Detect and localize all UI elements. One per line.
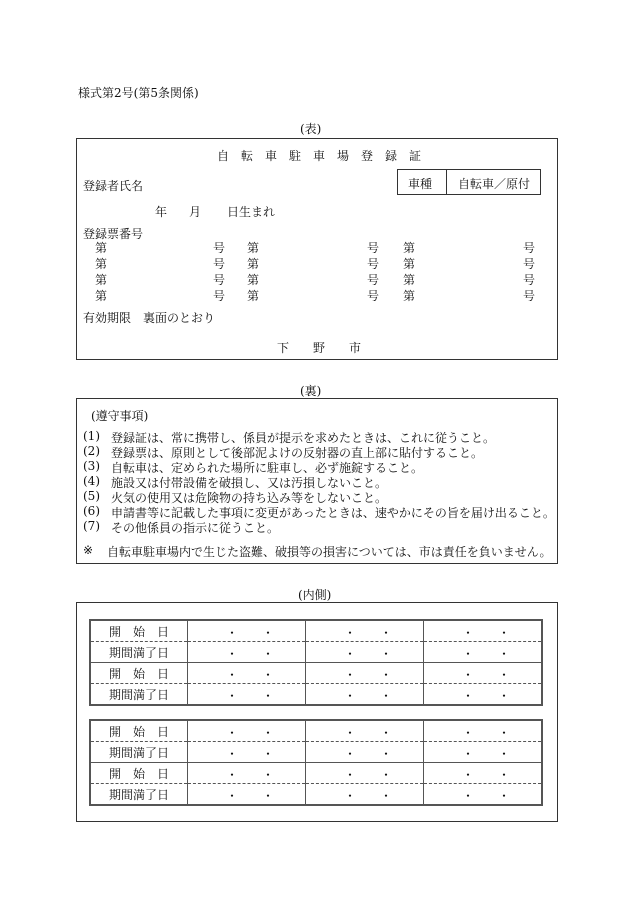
rule-text: その他係員の指示に従うこと。 <box>111 521 280 535</box>
date-cell[interactable] <box>424 620 543 642</box>
inside-card <box>76 602 558 822</box>
start-date-label: 開 始 日 <box>90 763 188 784</box>
date-separator: ・ <box>262 668 275 682</box>
vehicle-type-label: 車種 <box>408 177 433 191</box>
date-cell[interactable] <box>424 763 543 784</box>
date-table-1 <box>89 619 543 706</box>
date-cell[interactable] <box>188 720 306 742</box>
number-prefix: 第 <box>403 289 416 303</box>
vehicle-type-value: 自転車／原付 <box>458 177 531 191</box>
date-cell[interactable] <box>306 742 424 763</box>
date-row <box>90 642 542 663</box>
number-suffix: 号 <box>213 241 226 255</box>
number-suffix: 号 <box>367 289 380 303</box>
date-separator: ・ <box>380 668 393 682</box>
date-cell[interactable] <box>306 763 424 784</box>
date-cell[interactable] <box>306 663 424 684</box>
rules-heading: (遵守事項) <box>91 409 149 423</box>
number-suffix: 号 <box>523 241 536 255</box>
date-cell[interactable] <box>188 742 306 763</box>
date-separator: ・ <box>498 768 511 782</box>
rule-text: 自転車は、定められた場所に駐車し、必ず施錠すること。 <box>111 461 424 475</box>
date-cell[interactable] <box>424 720 543 742</box>
rule-text: 火気の使用又は危険物の持ち込み等をしないこと。 <box>111 491 388 505</box>
date-separator: ・ <box>498 626 511 640</box>
date-separator: ・ <box>262 747 275 761</box>
date-cell[interactable] <box>188 663 306 684</box>
number-prefix: 第 <box>95 241 108 255</box>
date-separator: ・ <box>344 668 357 682</box>
date-cell[interactable] <box>188 684 306 706</box>
date-cell[interactable] <box>188 642 306 663</box>
date-separator: ・ <box>380 689 393 703</box>
date-separator: ・ <box>262 789 275 803</box>
date-row <box>90 720 542 742</box>
date-row <box>90 620 542 642</box>
date-cell[interactable] <box>188 784 306 806</box>
start-date-label: 開 始 日 <box>90 720 188 742</box>
number-prefix: 第 <box>247 273 260 287</box>
start-date-label: 開 始 日 <box>90 620 188 642</box>
number-suffix: 号 <box>367 273 380 287</box>
date-separator: ・ <box>226 789 239 803</box>
date-separator: ・ <box>344 689 357 703</box>
front-section-label: (表) <box>300 122 322 136</box>
date-cell[interactable] <box>306 684 424 706</box>
date-cell[interactable] <box>424 784 543 806</box>
rule-number: (6) <box>83 504 100 518</box>
date-separator: ・ <box>226 689 239 703</box>
registrant-name-label: 登録者氏名 <box>83 179 144 193</box>
number-suffix: 号 <box>213 257 226 271</box>
rule-text: 登録証は、常に携帯し、係員が提示を求めたときは、これに従うこと。 <box>111 431 496 445</box>
validity-text: 有効期限 裏面のとおり <box>83 311 216 325</box>
date-separator: ・ <box>262 768 275 782</box>
date-separator: ・ <box>344 626 357 640</box>
date-separator: ・ <box>380 747 393 761</box>
date-cell[interactable] <box>424 663 543 684</box>
birth-month: 月 <box>189 205 202 219</box>
date-separator: ・ <box>462 768 475 782</box>
date-cell[interactable] <box>424 642 543 663</box>
date-separator: ・ <box>226 647 239 661</box>
date-separator: ・ <box>262 689 275 703</box>
number-prefix: 第 <box>403 273 416 287</box>
number-prefix: 第 <box>403 257 416 271</box>
rule-text: 施設又は付帯設備を破損し、又は汚損しないこと。 <box>111 476 388 490</box>
rule-number: (4) <box>83 474 100 488</box>
date-separator: ・ <box>380 726 393 740</box>
date-separator: ・ <box>344 726 357 740</box>
number-prefix: 第 <box>95 289 108 303</box>
date-separator: ・ <box>462 647 475 661</box>
date-cell[interactable] <box>424 684 543 706</box>
card-title: 自 転 車 駐 車 場 登 録 証 <box>217 149 422 163</box>
expiry-date-label: 期間満了日 <box>90 684 188 706</box>
date-separator: ・ <box>344 747 357 761</box>
date-row <box>90 742 542 763</box>
note-text: 自転車駐車場内で生じた盗難、破損等の損害については、市は責任を負いません。 <box>107 545 552 559</box>
ticket-number-label: 登録票番号 <box>83 227 144 241</box>
note-mark: ※ <box>83 543 94 557</box>
number-prefix: 第 <box>247 257 260 271</box>
date-separator: ・ <box>226 768 239 782</box>
date-separator: ・ <box>262 726 275 740</box>
expiry-date-label: 期間満了日 <box>90 642 188 663</box>
date-separator: ・ <box>462 689 475 703</box>
rule-number: (1) <box>83 429 100 443</box>
date-separator: ・ <box>344 647 357 661</box>
date-separator: ・ <box>462 789 475 803</box>
date-separator: ・ <box>262 647 275 661</box>
date-separator: ・ <box>226 626 239 640</box>
date-separator: ・ <box>380 768 393 782</box>
date-separator: ・ <box>262 626 275 640</box>
rule-number: (5) <box>83 489 100 503</box>
date-cell[interactable] <box>188 620 306 642</box>
date-cell[interactable] <box>306 620 424 642</box>
form-number: 様式第2号(第5条関係) <box>78 86 199 100</box>
rule-number: (7) <box>83 519 100 533</box>
date-row <box>90 684 542 706</box>
number-prefix: 第 <box>403 241 416 255</box>
date-separator: ・ <box>498 647 511 661</box>
date-separator: ・ <box>498 747 511 761</box>
rule-text: 登録票は、原則として後部泥よけの反射器の直上部に貼付すること。 <box>111 446 484 460</box>
front-card <box>76 138 558 360</box>
vehicle-type-divider <box>446 170 447 194</box>
vehicle-type-box <box>397 169 541 195</box>
date-cell[interactable] <box>306 642 424 663</box>
expiry-date-label: 期間満了日 <box>90 742 188 763</box>
date-separator: ・ <box>462 668 475 682</box>
date-separator: ・ <box>462 626 475 640</box>
date-separator: ・ <box>226 668 239 682</box>
date-separator: ・ <box>226 747 239 761</box>
date-separator: ・ <box>498 726 511 740</box>
date-separator: ・ <box>498 668 511 682</box>
back-card <box>76 398 558 564</box>
date-separator: ・ <box>498 789 511 803</box>
date-cell[interactable] <box>188 763 306 784</box>
date-separator: ・ <box>344 768 357 782</box>
date-row <box>90 763 542 784</box>
date-separator: ・ <box>462 726 475 740</box>
number-prefix: 第 <box>247 289 260 303</box>
rule-number: (2) <box>83 444 100 458</box>
number-suffix: 号 <box>367 241 380 255</box>
date-row <box>90 784 542 806</box>
date-separator: ・ <box>380 789 393 803</box>
date-separator: ・ <box>462 747 475 761</box>
back-section-label: (裏) <box>300 384 322 398</box>
date-cell[interactable] <box>306 720 424 742</box>
number-suffix: 号 <box>523 273 536 287</box>
date-row <box>90 663 542 684</box>
date-separator: ・ <box>498 689 511 703</box>
number-suffix: 号 <box>523 257 536 271</box>
number-suffix: 号 <box>213 273 226 287</box>
number-prefix: 第 <box>95 273 108 287</box>
number-suffix: 号 <box>367 257 380 271</box>
date-separator: ・ <box>226 726 239 740</box>
issuer: 下 野 市 <box>277 341 362 355</box>
expiry-date-label: 期間満了日 <box>90 784 188 806</box>
date-table-2 <box>89 719 543 806</box>
number-prefix: 第 <box>247 241 260 255</box>
rule-text: 申請書等に記載した事項に変更があったときは、速やかにその旨を届け出ること。 <box>111 506 555 520</box>
inside-section-label: (内側) <box>298 588 332 602</box>
date-cell[interactable] <box>424 742 543 763</box>
date-cell[interactable] <box>306 784 424 806</box>
birth-year: 年 <box>155 205 168 219</box>
number-suffix: 号 <box>213 289 226 303</box>
date-separator: ・ <box>380 647 393 661</box>
rule-number: (3) <box>83 459 100 473</box>
date-separator: ・ <box>344 789 357 803</box>
number-suffix: 号 <box>523 289 536 303</box>
birth-day: 日生まれ <box>227 205 276 219</box>
number-prefix: 第 <box>95 257 108 271</box>
start-date-label: 開 始 日 <box>90 663 188 684</box>
date-separator: ・ <box>380 626 393 640</box>
